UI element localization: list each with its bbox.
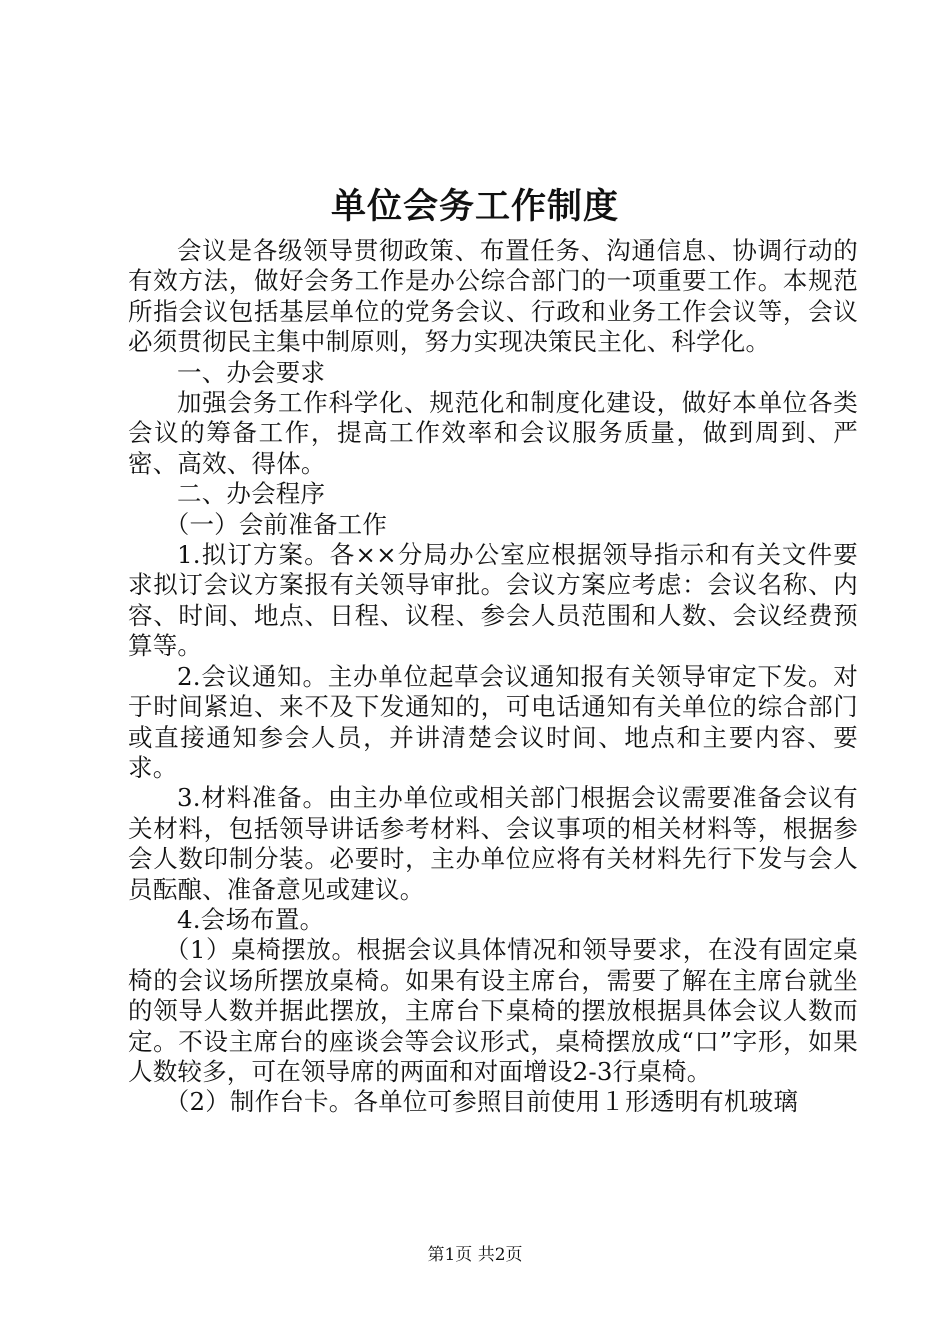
heading-procedure: 二、办会程序 <box>177 479 326 509</box>
document-body <box>128 236 858 1118</box>
heading-requirements: 一、办会要求 <box>177 357 326 387</box>
paragraph-item-4-1: （1）桌椅摆放。根据会议具体情况和领导要求，在没有固定桌椅的会议场所摆放桌椅。如果有设主席台，需要了解在主席台就坐的领导人数并据此摆放，主席台下桌椅的摆放根据具体会议人数而定。不设主席台的座谈会等会议形式，桌椅摆放成“口”字形，如果人数较多，可在领导席的两面和对面增设2-3行桌椅。 <box>128 935 858 1086</box>
document-title: 单位会务工作制度 <box>330 186 619 227</box>
subheading-preparation: （一）会前准备工作 <box>164 509 388 539</box>
paragraph-item-3: 3.材料准备。由主办单位或相关部门根据会议需要准备会议有关材料，包括领导讲话参考材料、会议事项的相关材料等，根据参会人数印制分装。必要时，主办单位应将有关材料先行下发与会人员酝酿、准备意见或建议。 <box>128 783 858 904</box>
paragraph-item-1: 1.拟订方案。各××分局办公室应根据领导指示和有关文件要求拟订会议方案报有关领导审批。会议方案应考虑：会议名称、内容、时间、地点、日程、议程、参会人员范围和人数、会议经费预算等。 <box>128 540 858 661</box>
paragraph-requirements: 加强会务工作科学化、规范化和制度化建设，做好本单位各类会议的筹备工作，提高工作效率和会议服务质量，做到周到、严密、高效、得体。 <box>128 388 858 478</box>
paragraph-item-4: 4.会场布置。 <box>177 904 325 934</box>
paragraph-intro: 会议是各级领导贯彻政策、布置任务、沟通信息、协调行动的有效方法，做好会务工作是办公综合部门的一项重要工作。本规范所指会议包括基层单位的党务会议、行政和业务工作会议等，会议必须贯彻民主集中制原则，努力实现决策民主化、科学化。 <box>128 236 858 357</box>
paragraph-item-2: 2.会议通知。主办单位起草会议通知报有关领导审定下发。对于时间紧迫、来不及下发通知的，可电话通知有关单位的综合部门或直接通知参会人员，并讲清楚会议时间、地点和主要内容、要求。 <box>128 661 858 782</box>
page-footer: 第1页 共2页 <box>427 1245 523 1265</box>
paragraph-item-4-2: （2）制作台卡。各单位可参照目前使用１形透明有机玻璃 <box>164 1087 799 1117</box>
